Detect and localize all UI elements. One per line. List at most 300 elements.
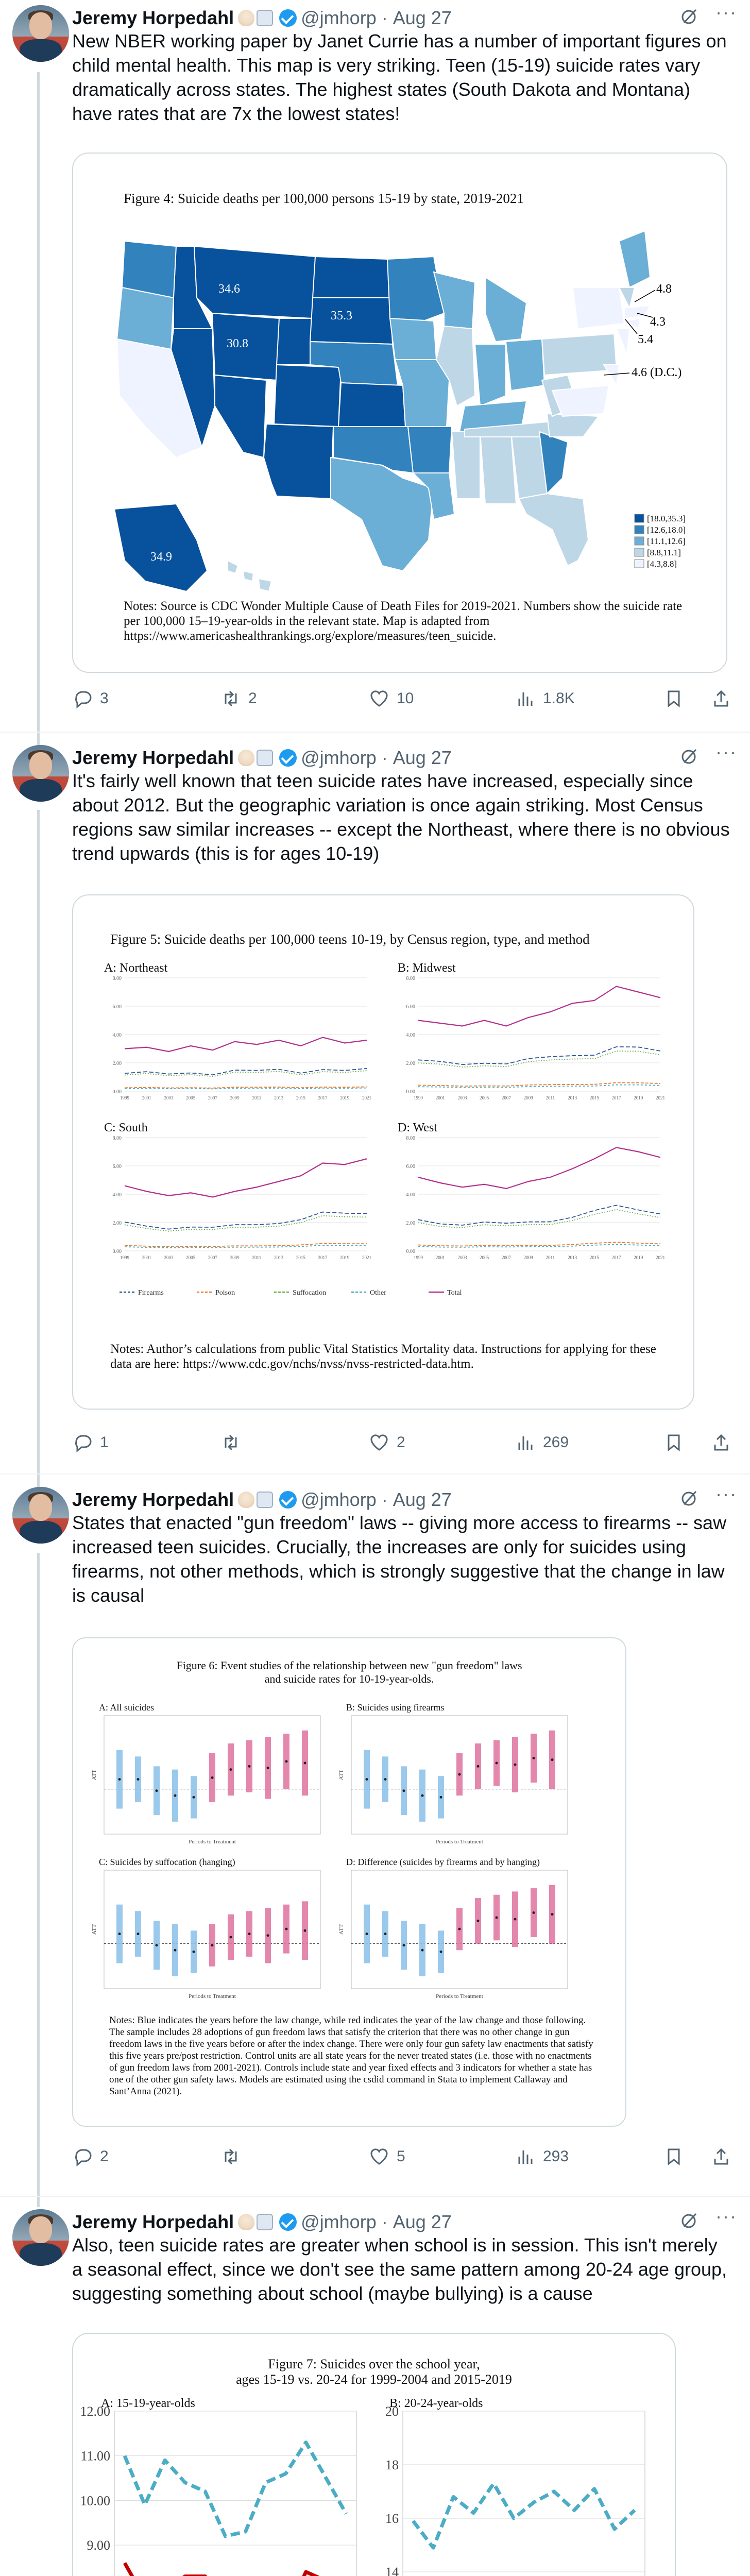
series-line-poison: [125, 1244, 367, 1247]
point-estimate: [533, 1911, 535, 1914]
like-icon: [369, 1432, 389, 1453]
legend-label: Suffocation: [293, 1289, 327, 1297]
y-tick-label: 11.00: [80, 2448, 110, 2464]
x-tick-label: 2011: [252, 1255, 262, 1260]
map-state: [619, 231, 650, 287]
map-state: [114, 504, 207, 591]
y-tick-label: 8.00: [406, 976, 415, 981]
bookmark-button[interactable]: [663, 686, 691, 711]
map-state: [624, 306, 650, 318]
verified-badge-icon: [279, 2213, 297, 2231]
tweet-divider: [0, 1473, 750, 1475]
x-tick-label: 2007: [501, 1255, 511, 1260]
tweet-date[interactable]: Aug 27: [393, 1489, 452, 1510]
y-tick-label: 4.00: [406, 1032, 415, 1038]
y-tick-label: 6.00: [406, 1004, 415, 1010]
map-state: [485, 277, 526, 342]
point-estimate: [551, 1913, 554, 1916]
y-tick-label: 8.00: [112, 976, 122, 981]
verified-badge-icon: [279, 1491, 297, 1509]
tweet-2[interactable]: [0, 740, 750, 1492]
legend-swatch: [635, 514, 644, 522]
retweet-button[interactable]: [220, 686, 257, 711]
retweet-button[interactable]: [220, 1430, 248, 1455]
tweet-divider: [0, 732, 750, 733]
y-tick-label: 6.00: [112, 1164, 122, 1170]
x-tick-label: 2009: [230, 1255, 240, 1260]
legend-label: [8.8,11.1]: [647, 548, 681, 557]
x-tick-label: 1999: [414, 1255, 423, 1260]
figure-title: Figure 6: Event studies of the relationship between new "gun freedom" laws: [176, 1659, 522, 1672]
map-label: 4.8: [656, 282, 672, 296]
more-icon[interactable]: ···: [715, 2, 737, 23]
series-line-suffocation: [418, 1210, 660, 1228]
share-button[interactable]: [711, 686, 739, 711]
avatar[interactable]: [12, 5, 69, 62]
legend-swatch: [635, 548, 644, 556]
x-tick-label: 2009: [230, 1095, 240, 1100]
map-state: [542, 334, 617, 375]
point-estimate: [496, 1917, 498, 1919]
figure-notes: Notes: Author’s calculations from public Vital Statistics Mortality data. Instructions for applying for these data are here: https://www.cdc.gov/nchs/nvss/nvss-restricted-data.htm.: [110, 1342, 656, 1371]
x-tick-label: 2017: [318, 1255, 328, 1260]
views-button[interactable]: [515, 2144, 569, 2169]
retweet-icon: [220, 1432, 241, 1453]
like-button[interactable]: [369, 2144, 405, 2169]
tweet-actions: [72, 1430, 742, 1455]
retweet-icon: [220, 688, 241, 709]
panel-title: B: 20-24-year-olds: [389, 2397, 483, 2410]
figure-title: Figure 7: Suicides over the school year,: [268, 2357, 480, 2371]
tweet-divider: [0, 2196, 750, 2197]
point-estimate: [458, 1928, 461, 1930]
legend-swatch: [635, 526, 644, 534]
figure-subtitle: ages 15-19 vs. 20-24 for 1999-2004 and 2015-2019: [236, 2372, 512, 2387]
point-estimate: [514, 1918, 517, 1921]
x-tick-label: 2005: [186, 1095, 196, 1100]
views-count: 293: [543, 2148, 569, 2165]
verified-badge-icon: [279, 9, 297, 27]
views-button[interactable]: [515, 686, 575, 711]
point-estimate: [174, 1794, 177, 1797]
x-tick-label: 2011: [546, 1095, 555, 1100]
legend-label: [18.0,35.3]: [647, 514, 686, 523]
verified-badge-icon: [279, 749, 297, 767]
x-axis-label: Periods to Treatment: [189, 1993, 236, 1999]
x-tick-label: 2001: [142, 1255, 151, 1260]
author-handle[interactable]: @jmhorp: [301, 7, 377, 28]
author-handle[interactable]: @jmhorp: [301, 1489, 377, 1510]
x-tick-label: 2013: [568, 1255, 577, 1260]
figure-card[interactable]: [72, 152, 727, 673]
panel-title: A: Northeast: [104, 961, 168, 975]
point-estimate: [174, 1949, 177, 1952]
views-button[interactable]: [515, 1430, 569, 1455]
chart-emoji-icon: [257, 10, 273, 26]
x-tick-label: 2015: [589, 1095, 599, 1100]
map-state: [259, 579, 271, 591]
y-tick-label: 8.00: [112, 1136, 122, 1141]
tweet-header: [72, 7, 452, 29]
x-tick-label: 2021: [656, 1095, 665, 1100]
more-icon[interactable]: ···: [715, 741, 737, 762]
x-axis-label: Periods to Treatment: [436, 1839, 483, 1845]
x-tick-label: 2013: [568, 1095, 577, 1100]
series-line-total: [125, 1159, 367, 1197]
y-tick-label: 6.00: [406, 1164, 415, 1170]
point-estimate: [230, 1936, 232, 1938]
y-tick-label: 10.00: [80, 2493, 110, 2509]
point-estimate: [137, 1933, 140, 1935]
separator-dot: ·: [381, 1489, 388, 1510]
y-axis-label: ATT: [91, 1769, 97, 1781]
views-icon: [515, 1432, 536, 1453]
separator-dot: ·: [381, 747, 388, 768]
legend-label: Total: [447, 1289, 462, 1297]
views-count: 1.8K: [543, 690, 575, 707]
point-estimate: [403, 1944, 405, 1946]
map-state: [452, 432, 480, 499]
map-state: [387, 257, 444, 321]
plot-frame: [403, 2411, 645, 2576]
tweet-date[interactable]: Aug 27: [393, 747, 452, 768]
more-icon[interactable]: ···: [715, 2206, 737, 2227]
grok-icon[interactable]: [679, 2210, 700, 2231]
x-tick-label: 2011: [546, 1255, 555, 1260]
x-tick-label: 2007: [501, 1095, 511, 1100]
map-state: [552, 385, 609, 416]
share-icon: [711, 1432, 731, 1453]
point-estimate: [533, 1757, 535, 1759]
map-state: [617, 329, 629, 354]
x-axis-label: Periods to Treatment: [189, 1839, 236, 1845]
tweet-text: New NBER working paper by Janet Currie has a number of important figures on child mental health. This map is very striking. Teen (15-19) suicide rates vary dramatically across states. The highest states (South Dakota and Montana) have rates that are 7x the lowest states!: [72, 30, 727, 124]
point-estimate: [366, 1778, 368, 1781]
egg-emoji-icon: [238, 1492, 254, 1508]
map-label: 30.8: [227, 337, 248, 350]
reply-count: 1: [100, 1434, 109, 1451]
reply-icon: [72, 688, 93, 709]
map-state: [313, 257, 390, 298]
tweet-header: [72, 1489, 452, 1511]
separator-dot: ·: [381, 7, 388, 28]
tweet-actions: [72, 686, 742, 711]
egg-emoji-icon: [238, 2214, 254, 2230]
map-state: [274, 365, 341, 427]
reply-button[interactable]: [72, 686, 109, 711]
grok-icon[interactable]: [679, 6, 700, 27]
tweet-1[interactable]: [0, 0, 750, 748]
map-state: [194, 246, 315, 318]
tweet-date[interactable]: Aug 27: [393, 7, 452, 28]
point-estimate: [304, 1929, 306, 1932]
avatar[interactable]: [12, 2209, 69, 2266]
map-state: [390, 318, 436, 360]
series-line-total: [125, 1038, 367, 1052]
x-tick-label: 2011: [252, 1095, 262, 1100]
y-tick-label: 9.00: [87, 2538, 110, 2553]
legend-label: Firearms: [138, 1289, 164, 1297]
y-tick-label: 2.00: [112, 1221, 122, 1226]
panel-title: A: 15-19-year-olds: [101, 2397, 195, 2410]
panel-title: D: Difference (suicides by firearms and by hanging): [346, 1857, 540, 1867]
retweet-count: 2: [248, 690, 257, 707]
tweet-actions: [72, 2144, 742, 2169]
x-tick-label: 2013: [274, 1255, 284, 1260]
panel-title: C: South: [104, 1121, 148, 1134]
legend-swatch: [635, 537, 644, 545]
map-legend: [635, 514, 686, 569]
panel-title: D: West: [398, 1121, 437, 1134]
series-line-poison: [418, 1083, 660, 1087]
tweet-header: [72, 747, 452, 769]
panel-title: B: Suicides using firearms: [346, 1702, 445, 1713]
x-tick-label: 2005: [186, 1255, 196, 1260]
bookmark-icon: [663, 2146, 684, 2167]
point-estimate: [440, 1796, 442, 1799]
bookmark-button[interactable]: [663, 2144, 691, 2169]
avatar[interactable]: [12, 1487, 69, 1544]
chart-emoji-icon: [257, 1492, 273, 1508]
figure-card[interactable]: [72, 2333, 676, 2576]
views-count: 269: [543, 1434, 569, 1451]
retweet-icon: [220, 2146, 241, 2167]
reply-count: 3: [100, 690, 109, 707]
map-state: [573, 287, 624, 329]
y-tick-label: 4.00: [112, 1032, 122, 1038]
x-tick-label: 2003: [164, 1255, 174, 1260]
y-tick-label: 2.00: [406, 1061, 415, 1066]
egg-emoji-icon: [238, 750, 254, 766]
series-line-suffocation: [125, 1071, 367, 1076]
tweet-date[interactable]: Aug 27: [393, 2211, 452, 2232]
x-tick-label: 2005: [480, 1095, 489, 1100]
point-estimate: [458, 1773, 461, 1776]
plot-frame: [114, 2411, 356, 2576]
map-state: [480, 432, 516, 504]
x-tick-label: 2003: [457, 1255, 467, 1260]
map-state: [117, 287, 174, 349]
reply-icon: [72, 2146, 93, 2167]
retweet-button[interactable]: [220, 2144, 248, 2169]
share-icon: [711, 688, 731, 709]
reply-button[interactable]: [72, 1430, 109, 1455]
map-label: 5.4: [638, 333, 653, 346]
y-tick-label: 16: [385, 2511, 399, 2526]
map-state: [519, 494, 588, 566]
figure-title: Figure 5: Suicide deaths per 100,000 teens 10-19, by Census region, type, and method: [110, 931, 590, 947]
x-tick-label: 2017: [318, 1095, 328, 1100]
author-name[interactable]: Jeremy Horpedahl: [72, 747, 234, 768]
x-tick-label: 2009: [523, 1255, 533, 1260]
y-tick-label: 12.00: [80, 2404, 110, 2419]
x-tick-label: 2019: [340, 1095, 350, 1100]
map-state: [228, 561, 238, 573]
point-estimate: [285, 1928, 288, 1930]
x-tick-label: 2017: [611, 1095, 621, 1100]
figure-card[interactable]: [72, 894, 694, 1410]
x-tick-label: 2003: [164, 1095, 174, 1100]
figure-card[interactable]: [72, 1637, 626, 2127]
like-button[interactable]: [369, 686, 414, 711]
legend-swatch: [635, 560, 644, 568]
x-tick-label: 2021: [362, 1255, 371, 1260]
bookmark-button[interactable]: [663, 1430, 691, 1455]
tweet-text: States that enacted "gun freedom" laws -- giving more access to firearms -- saw increased teen suicides. Crucially, the increases are only for suicides using firearms, not other methods, which is strongly suggestive that the change in law is causal: [72, 1512, 727, 1606]
map-label: 34.6: [218, 282, 240, 296]
y-tick-label: 8.00: [406, 1136, 415, 1141]
point-estimate: [211, 1776, 214, 1779]
legend-label: [11.1,12.6]: [647, 536, 686, 546]
point-estimate: [137, 1778, 140, 1781]
map-state: [277, 318, 313, 365]
bookmark-icon: [663, 688, 684, 709]
map-label: 34.9: [150, 550, 172, 564]
series-line-other: [125, 1088, 367, 1089]
views-icon: [515, 2146, 536, 2167]
reply-icon: [72, 1432, 93, 1453]
x-tick-label: 2021: [656, 1255, 665, 1260]
x-tick-label: 2001: [435, 1255, 445, 1260]
map-state: [338, 383, 405, 427]
series-line-suffocation: [125, 1216, 367, 1231]
y-tick-label: 2.00: [406, 1221, 415, 1226]
figure-title: Figure 4: Suicide deaths per 100,000 persons 15-19 by state, 2019-2021: [124, 191, 524, 206]
panel-title: B: Midwest: [398, 961, 456, 975]
series-line-firearms: [418, 1047, 660, 1064]
series-line-suffocation: [418, 1051, 660, 1067]
point-estimate: [118, 1933, 121, 1935]
x-tick-label: 1999: [120, 1255, 129, 1260]
figure-notes: Notes: Source is CDC Wonder Multiple Cause of Death Files for 2019-2021. Numbers show the suicide rate per 100,000 15–19-year-olds in the relevant state. Map is adapted from https://www.americashealthrankings.org/explore/measures/teen_suicide.: [124, 599, 683, 643]
tweet-text: It's fairly well known that teen suicide rates have increased, especially since about 2012. But the geographic variation is once again striking. Most Census regions saw similar increases -- except the Northeast, where there is no obvious trend upwards (this is for ages 10-19): [72, 770, 730, 864]
point-estimate: [156, 1789, 158, 1792]
map-state: [243, 571, 253, 581]
y-tick-label: 2.00: [112, 1061, 122, 1066]
panel-title: C: Suicides by suffocation (hanging): [99, 1857, 235, 1867]
point-estimate: [421, 1794, 424, 1797]
author-handle[interactable]: @jmhorp: [301, 747, 377, 768]
share-icon: [711, 2146, 731, 2167]
series-line-firearms: [418, 1205, 660, 1225]
point-estimate: [514, 1764, 517, 1766]
series-line-firearms: [125, 1212, 367, 1229]
author-name[interactable]: Jeremy Horpedahl: [72, 1489, 234, 1510]
share-button[interactable]: [711, 1430, 739, 1455]
y-tick-label: 6.00: [112, 1004, 122, 1010]
figure-notes: Notes: Blue indicates the years before the law change, while red indicates the year of the law change and those following. The sample includes 28 adoptions of gun freedom laws that satisfy the criterion that there was no other change in gun freedom laws in the five years before or after the index change. There were only four gun safety law enactments that satisfy this five years pre/post restriction. Control units are all state years for the never treated states (i.e. those with no enactments of gun freedom laws from 2001-2021). Controls include state and year fixed effects and 3 indicators for whether a state has one of the other gun safety laws. Models are estimated using the csdid command in Stata to implement Callaway and Sant’Anna (2021).: [109, 2015, 593, 2097]
tweet-3[interactable]: [0, 1482, 750, 2213]
point-estimate: [267, 1934, 269, 1937]
grok-icon[interactable]: [679, 1488, 700, 1509]
point-estimate: [304, 1762, 306, 1765]
more-icon[interactable]: ···: [715, 1483, 737, 1504]
legend-label: [4.3,8.8]: [647, 559, 677, 569]
map-label: 4.3: [650, 315, 666, 329]
tweet-4[interactable]: [0, 2204, 750, 2576]
x-tick-label: 2015: [589, 1255, 599, 1260]
reply-button[interactable]: [72, 2144, 109, 2169]
views-icon: [515, 688, 536, 709]
map-state: [408, 427, 452, 473]
x-tick-label: 2015: [296, 1255, 305, 1260]
y-tick-label: 14: [385, 2565, 399, 2576]
y-tick-label: 0.00: [112, 1249, 122, 1255]
map-state: [475, 344, 506, 406]
point-estimate: [477, 1920, 480, 1922]
panel-title: A: All suicides: [99, 1702, 154, 1713]
x-tick-label: 1999: [414, 1095, 423, 1100]
x-tick-label: 2019: [634, 1095, 643, 1100]
point-estimate: [267, 1767, 269, 1769]
figure-6-panels: [73, 1695, 626, 2009]
x-tick-label: 2017: [611, 1255, 621, 1260]
point-estimate: [193, 1951, 195, 1953]
egg-emoji-icon: [238, 10, 254, 26]
map-label: 4.6 (D.C.): [632, 366, 682, 379]
y-tick-label: 20: [385, 2404, 399, 2419]
grok-icon[interactable]: [679, 746, 700, 767]
like-count: 2: [397, 1434, 405, 1451]
y-tick-label: 0.00: [112, 1089, 122, 1095]
y-tick-label: 4.00: [112, 1192, 122, 1198]
x-tick-label: 2007: [208, 1255, 217, 1260]
separator-dot: ·: [381, 2211, 388, 2232]
legend-label: [12.6,18.0]: [647, 525, 686, 535]
author-name[interactable]: Jeremy Horpedahl: [72, 7, 234, 28]
series-line-poison: [418, 1242, 660, 1246]
point-estimate: [118, 1778, 121, 1781]
map-state: [506, 339, 544, 391]
point-estimate: [384, 1778, 387, 1781]
figure-7-panels: [73, 2391, 676, 2576]
point-estimate: [366, 1933, 368, 1935]
x-tick-label: 2001: [435, 1095, 445, 1100]
legend-label: Other: [370, 1289, 386, 1297]
figure-5-panels: [73, 952, 694, 1313]
point-estimate: [285, 1760, 288, 1762]
x-tick-label: 2015: [296, 1095, 305, 1100]
x-tick-label: 2013: [274, 1095, 284, 1100]
point-estimate: [477, 1765, 480, 1768]
x-tick-label: 1999: [120, 1095, 129, 1100]
x-tick-label: 2001: [142, 1095, 151, 1100]
point-estimate: [193, 1796, 195, 1799]
map-state: [264, 424, 333, 499]
point-estimate: [403, 1789, 405, 1792]
point-estimate: [440, 1951, 442, 1953]
point-estimate: [551, 1758, 554, 1761]
like-button[interactable]: [369, 1430, 405, 1455]
y-tick-label: 0.00: [406, 1249, 415, 1255]
reply-count: 2: [100, 2148, 109, 2165]
y-tick-label: 4.00: [406, 1192, 415, 1198]
point-estimate: [156, 1944, 158, 1946]
series-line-total: [418, 1147, 660, 1189]
x-axis-label: Periods to Treatment: [436, 1993, 483, 1999]
map-state: [215, 375, 266, 457]
avatar[interactable]: [12, 745, 69, 802]
y-tick-label: 0.00: [406, 1089, 415, 1095]
like-icon: [369, 2146, 389, 2167]
y-axis-label: ATT: [91, 1924, 97, 1935]
author-name[interactable]: Jeremy Horpedahl: [72, 2211, 234, 2232]
share-button[interactable]: [711, 2144, 739, 2169]
map-state: [547, 414, 599, 437]
point-estimate: [230, 1768, 232, 1771]
author-handle[interactable]: @jmhorp: [301, 2211, 377, 2232]
y-axis-label: ATT: [338, 1924, 345, 1935]
